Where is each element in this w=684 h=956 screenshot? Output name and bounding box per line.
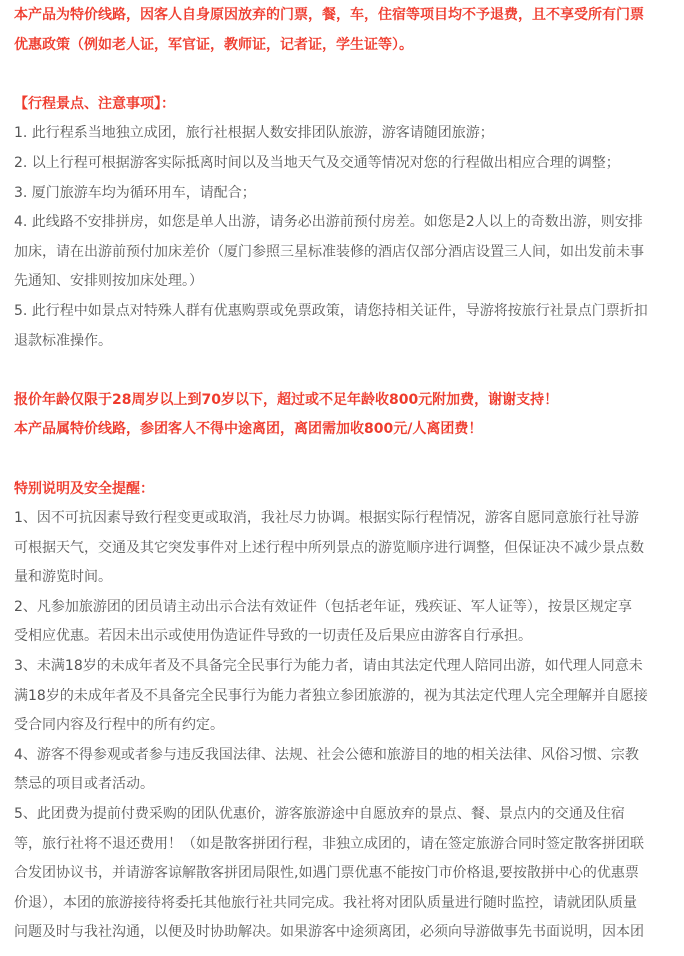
safety-item-line: 禁忌的项目或者活动。	[14, 776, 154, 793]
safety-item-line: 4、游客不得参观或者参与违反我国法律、法规、社会公德和旅游目的地的相关法律、风俗习惯、宗教	[14, 746, 639, 763]
safety-item-line: 等，旅行社将不退还费用！（如是散客拼团行程，非独立成团的，请在签定旅游合同时签定散客拼团联	[14, 835, 644, 852]
warnings-section	[14, 386, 674, 445]
note-item-line: 1. 此行程系当地独立成团，旅行社根据人数安排团队旅游，游客请随团旅游；	[14, 125, 494, 142]
safety-item-line: 受相应优惠。若因未出示或使用伪造证件导致的一切责任及后果应由游客自行承担。	[14, 628, 532, 645]
safety-item-line: 满18岁的未成年者及不具备完全民事行为能力者独立参团旅游的，视为其法定代理人完全理解并自愿接	[14, 687, 648, 704]
safety-item-line: 2、凡参加旅游团的团员请主动出示合法有效证件（包括老年证，残疾证、军人证等），按景区规定享	[14, 598, 632, 615]
safety-item-line: 合发团协议书，并请游客谅解散客拼团局限性,如遇门票优惠不能按门市价格退,要按散拼中心的优惠票	[14, 865, 639, 882]
leave-warning: 本产品属特价线路，参团客人不得中途离团，离团需加收800元/人离团费！	[14, 421, 483, 438]
safety-item-line: 价退），本团的旅游接待将委托其他旅行社共同完成。我社将对团队质量进行随时监控，请就团队质量	[14, 894, 637, 911]
note-item-line: 5. 此行程中如景点对特殊人群有优惠购票或免票政策，请您持相关证件，导游将按旅行社景点门票折扣	[14, 302, 648, 319]
notes-title: 【行程景点、注意事项】：	[14, 95, 175, 112]
intro-section	[14, 0, 674, 60]
note-item-line: 退款标准操作。	[14, 332, 112, 349]
safety-item-line: 5、此团费为提前付费采购的团队优惠价，游客旅游途中自愿放弃的景点、餐、景点内的交通及住宿	[14, 806, 625, 823]
safety-item-line: 3、未满18岁的未成年者及不具备完全民事行为能力者，请由其法定代理人陪同出游，如代理人同意未	[14, 658, 643, 675]
intro-line: 优惠政策（例如老人证，军官证，教师证，记者证，学生证等）。	[14, 36, 413, 53]
spacer	[14, 60, 674, 90]
notes-section	[14, 90, 674, 356]
note-item-line: 3. 厦门旅游车均为循环用车，请配合；	[14, 184, 256, 201]
safety-item-line: 问题及时与我社沟通，以便及时协助解决。如果游客中途须离团，必须向导游做事先书面说明，因本团	[14, 924, 644, 941]
safety-item-line: 1、因不可抗因素导致行程变更或取消，我社尽力协调。根据实际行程情况，游客自愿同意旅行社导游	[14, 510, 639, 527]
note-item-line: 2. 以上行程可根据游客实际抵离时间以及当地天气及交通等情况对您的行程做出相应合理的调整；	[14, 154, 620, 171]
document-body	[14, 0, 674, 948]
safety-item-line: 可根据天气，交通及其它突发事件对上述行程中所列景点的游览顺序进行调整，但保证决不减少景点数	[14, 539, 644, 556]
spacer	[14, 356, 674, 386]
safety-item-line: 量和游览时间。	[14, 569, 112, 586]
intro-line: 本产品为特价线路，因客人自身原因放弃的门票，餐，车，住宿等项目均不予退费，且不享受所有门票	[14, 7, 644, 23]
note-item-line: 先通知、安排则按加床处理。）	[14, 273, 203, 290]
note-item-line: 加床，请在出游前预付加床差价（厦门参照三星标准装修的酒店仅部分酒店设置三人间，如出发前未事	[14, 243, 644, 260]
note-item-line: 4. 此线路不安排拼房，如您是单人出游，请务必出游前预付房差。如您是2人以上的奇数出游，则安排	[14, 214, 643, 231]
safety-section	[14, 475, 674, 949]
safety-title: 特别说明及安全提醒：	[14, 480, 154, 497]
spacer	[14, 445, 674, 475]
safety-item-line: 受合同内容及行程中的所有约定。	[14, 717, 224, 734]
age-warning: 报价年龄仅限于28周岁以上到70岁以下，超过或不足年龄收800元附加费，谢谢支持！	[14, 391, 559, 408]
